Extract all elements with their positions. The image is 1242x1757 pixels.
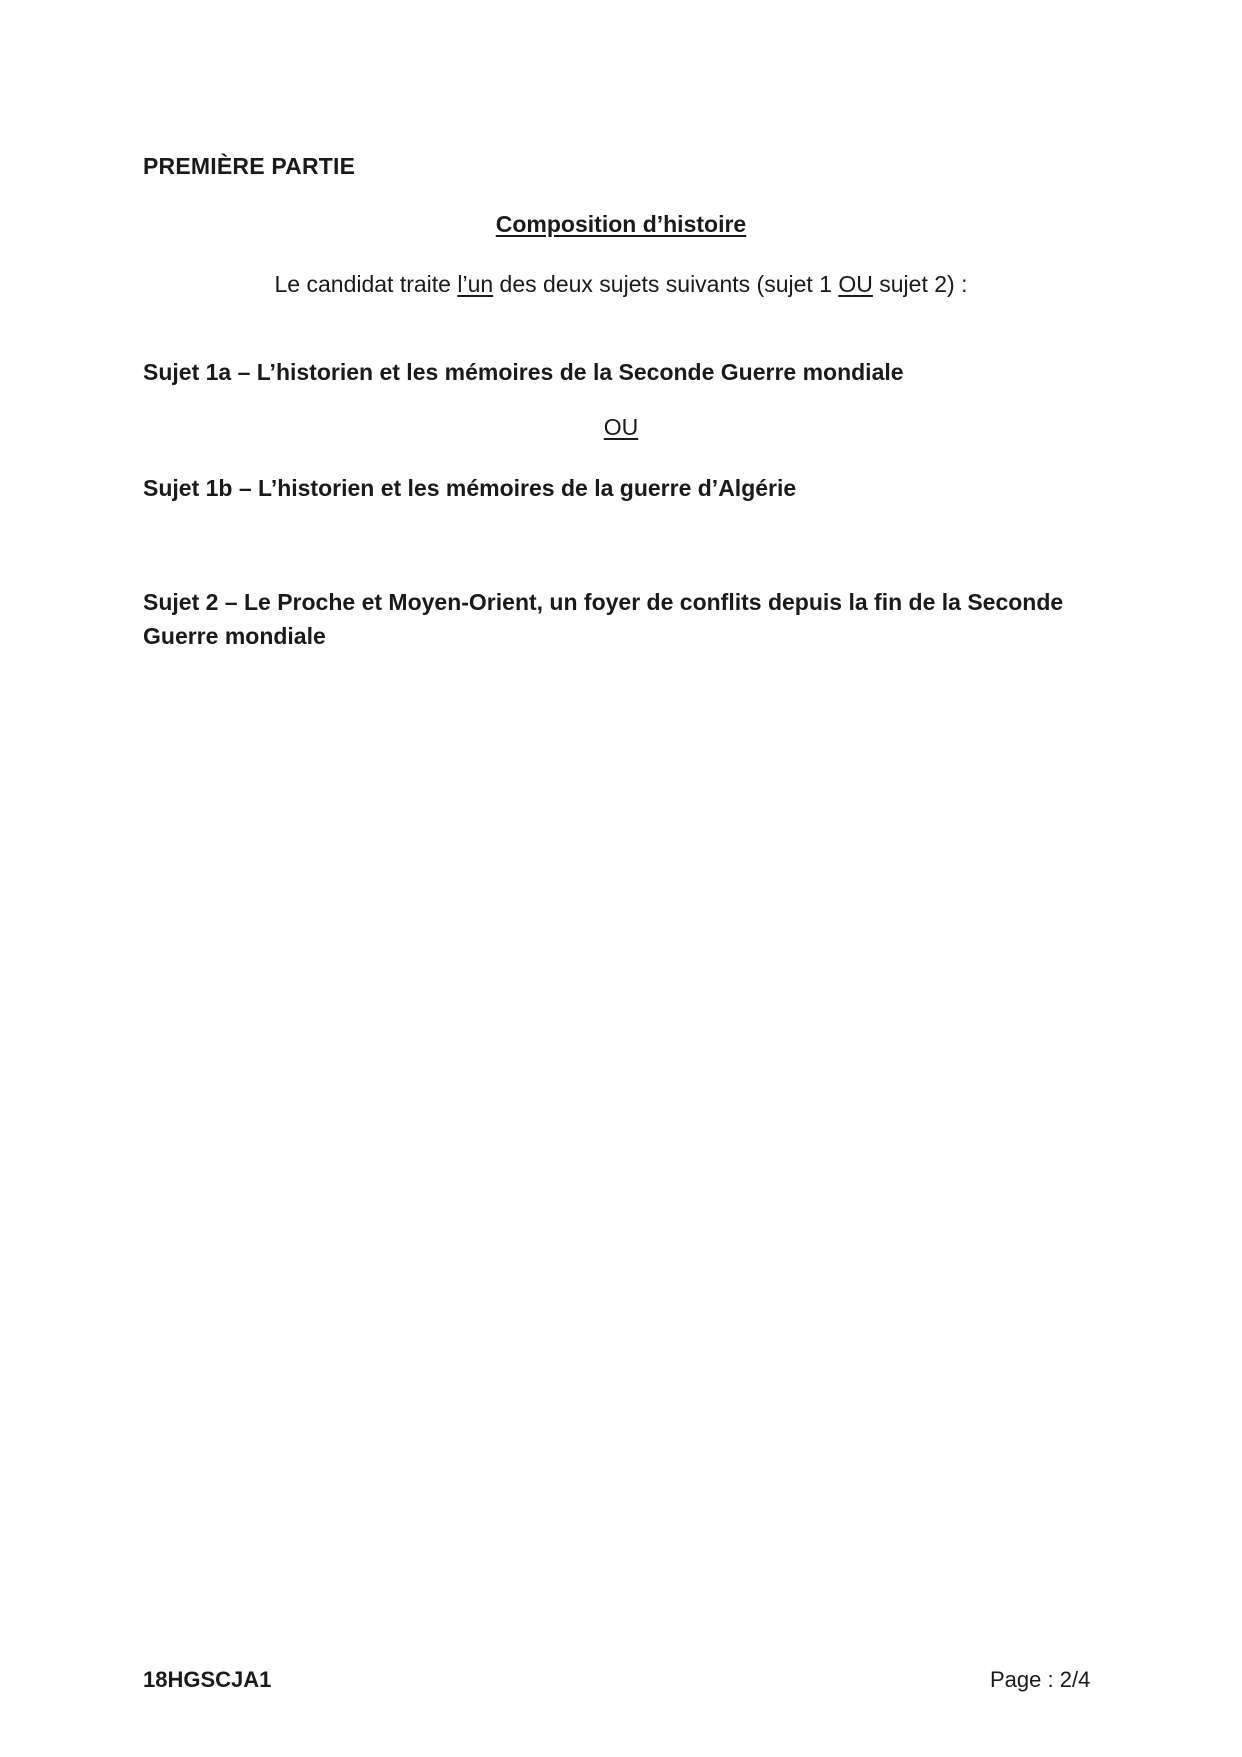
instruction-line [0, 271, 1242, 298]
or-separator-text: OU [603, 414, 639, 440]
subject-2: Sujet 2 – Le Proche et Moyen-Orient, un foyer de conflits depuis la fin de la Seconde Guerre mondiale [143, 589, 1064, 649]
footer-exam-code: 18HGSCJA1 [143, 1667, 272, 1692]
or-separator [0, 414, 1242, 441]
footer-page-number: Page : 2/4 [990, 1667, 1091, 1692]
composition-title [0, 211, 1242, 238]
composition-title-text: Composition d’histoire [495, 211, 747, 237]
instruction-un: l’un [457, 271, 494, 297]
part-title: PREMIÈRE PARTIE [143, 153, 356, 179]
instruction-ou: OU [838, 271, 873, 297]
instruction-post: sujet 2) : [872, 271, 968, 297]
instruction-mid: des deux sujets suivants (sujet 1 [493, 271, 839, 297]
subject-1a: Sujet 1a – L’historien et les mémoires de la Seconde Guerre mondiale [143, 359, 904, 385]
instruction-pre: Le candidat traite [274, 271, 458, 297]
subject-1b: Sujet 1b – L’historien et les mémoires de la guerre d’Algérie [143, 475, 797, 501]
